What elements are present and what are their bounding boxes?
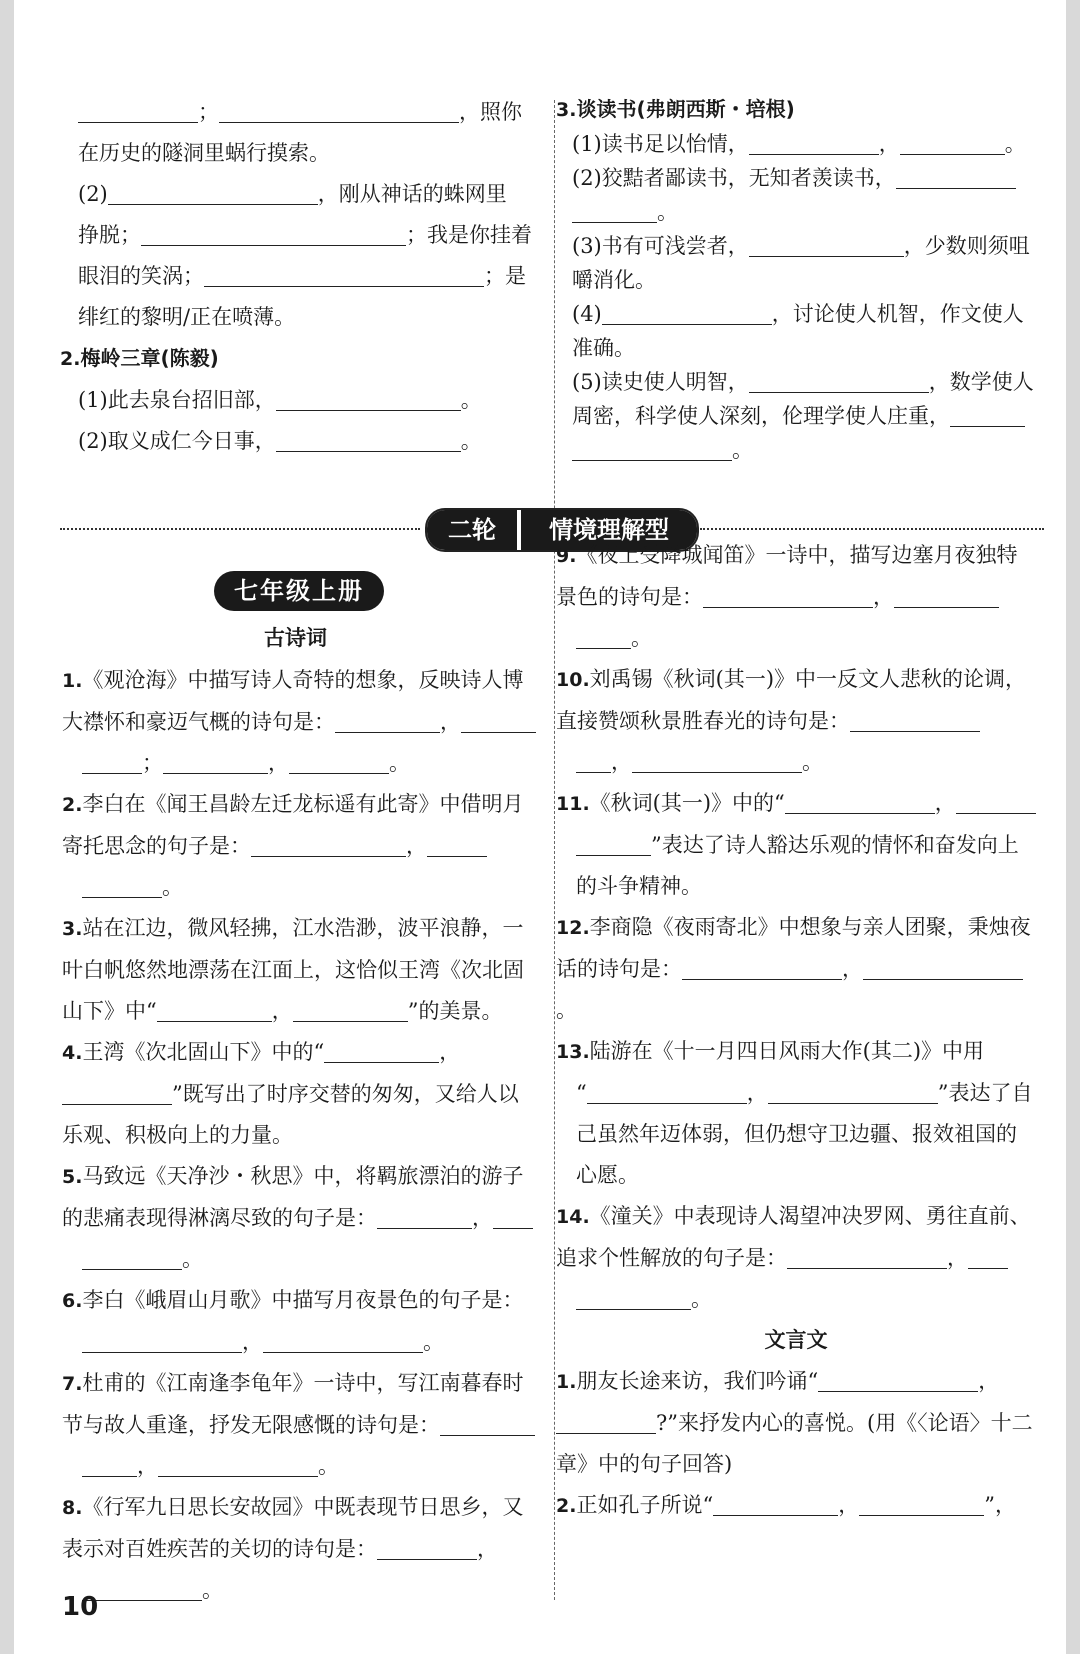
answer-blank[interactable] [749,366,929,393]
answer-blank[interactable] [276,384,461,411]
answer-blank[interactable] [956,787,1036,814]
question-number: 6. [62,1290,83,1312]
answer-blank[interactable] [335,706,440,733]
answer-blank[interactable] [576,829,651,856]
answer-blank[interactable] [572,434,732,461]
question-number: 10. [556,669,590,691]
question-text: 《秋词(其一)》中的“ [589,791,785,815]
answer-blank[interactable] [163,747,268,774]
question-text: ”既写出了时序交替的匆匆，又给人以乐观、积极向上的力量。 [62,1082,519,1147]
answer-blank[interactable] [82,1326,242,1353]
answer-blank[interactable] [82,871,162,898]
text-line: (4) [572,302,602,326]
top-right-column: 3.谈读书(弗朗西斯・培根) (1)读书足以怡情， ， 。 (2)狡黠者鄙读书，无知者羡读书， 。 (3)书有可浅尝者， ，少数则须咀 嚼消化。 (4) ，讨论使人机智，作文使人 准确。 (5)读史使人明智， ，数学使人 周密，科学使人深刻，伦理学使人庄重， 。 [572,92,1042,467]
text-line: ，少数则须咀 [903,234,1030,258]
answer-blank[interactable] [900,128,1005,155]
answer-blank[interactable] [602,298,772,325]
question-number: 1. [62,670,83,692]
question-number: 8. [62,1497,83,1519]
answer-blank[interactable] [818,1365,978,1392]
answer-blank[interactable] [251,830,406,857]
answer-blank[interactable] [427,830,487,857]
text-line: ，讨论使人机智，作文使人 [771,302,1024,326]
question-number: 5. [62,1166,83,1188]
answer-blank[interactable] [682,953,842,980]
question-text: 李白在《闻王昌龄左迁龙标遥有此寄》中借明月寄托思念的句子是： [62,792,524,858]
question-number: 2. [62,794,83,816]
question-number: 4. [62,1042,83,1064]
question-text: 李商隐《夜雨寄北》中想象与亲人团聚，秉烛夜话的诗句是： [556,915,1031,981]
question-text: 《潼关》中表现诗人渴望冲决罗网、勇往直前、追求个性解放的句子是： [556,1204,1031,1270]
answer-blank[interactable] [440,1409,535,1436]
answer-blank[interactable] [219,96,459,123]
question-text: 朋友长途来访，我们吟诵“ [576,1369,819,1393]
top-left-column: ； ，照你 在历史的隧洞里蜗行摸索。 (2) ，刚从神话的蛛网里 挣脱； ；我是你挂着 眼泪的笑涡； ；是 绯红的黎明/正在喷薄。 2.梅岭三章(陈毅) (1)此去泉台招旧部， 。 (2)取义成仁今日事， 。 [78,92,533,462]
answer-blank[interactable] [896,162,1016,189]
question-text: ”的美景。 [407,999,503,1023]
banner-round-label: 二轮 [427,510,517,550]
answer-blank[interactable] [82,1243,182,1270]
question-number: 11. [556,793,590,815]
column-divider [554,100,555,1600]
text-line: (5)读史使人明智， [572,370,749,394]
question-text: 杜甫的《江南逢李龟年》一诗中，写江南暮春时节与故人重逢，抒发无限感慨的诗句是： [62,1371,524,1437]
section-heading-classical: 文言文 [764,1328,828,1352]
answer-blank[interactable] [289,747,389,774]
answer-blank[interactable] [108,178,318,205]
answer-blank[interactable] [324,1036,439,1063]
text-line: (3)书有可浅尝者， [572,234,749,258]
question-text: 刘禹锡《秋词(其一)》中一反文人悲秋的论调，直接赞颂秋景胜春光的诗句是： [556,667,1027,733]
answer-blank[interactable] [894,581,999,608]
section-heading-poetry: 古诗词 [264,626,327,650]
text-line: 绯红的黎明/正在喷薄。 [78,305,296,329]
answer-blank[interactable] [859,1489,984,1516]
answer-blank[interactable] [158,1450,318,1477]
answer-blank[interactable] [950,400,1025,427]
question-number: 1. [556,1371,577,1393]
question-text: 《行军九日思长安故园》中既表现节日思乡，又表示对百姓疾苦的关切的诗句是： [62,1495,524,1561]
question-text: 王湾《次北固山下》中的“ [82,1040,325,1064]
answer-blank[interactable] [377,1533,477,1560]
answer-blank[interactable] [632,746,802,773]
answer-blank[interactable] [82,1574,202,1601]
grade-label: 七年级上册 [214,571,384,611]
answer-blank[interactable] [82,1450,137,1477]
text-line: (2) [78,182,108,206]
question-number: 14. [556,1206,590,1228]
question-title: 梅岭三章(陈毅) [80,346,219,370]
answer-blank[interactable] [82,747,142,774]
answer-blank[interactable] [749,128,879,155]
answer-blank[interactable] [572,196,657,223]
text-line: (2)狡黠者鄙读书，无知者羡读书， [572,166,896,190]
dotted-rule [60,528,420,530]
answer-blank[interactable] [713,1489,838,1516]
question-number: 12. [556,917,590,939]
question-text: ?”来抒发内心的喜悦。(用《〈论语〉十二章》中的句子回答) [556,1411,1033,1476]
answer-blank[interactable] [276,425,461,452]
question-number: 2. [60,348,81,370]
answer-blank[interactable] [768,1077,938,1104]
answer-blank[interactable] [968,1242,1008,1269]
question-number: 9. [556,545,577,567]
text-line: (2)取义成仁今日事， [78,429,276,453]
text-line: ，照你 [459,100,522,124]
text-line: ；我是你挂着 [406,223,532,247]
answer-blank[interactable] [377,1202,472,1229]
text-line: (1)读书足以怡情， [572,132,749,156]
left-question-column: 1.《观沧海》中描写诗人奇特的想象，反映诗人博大襟怀和豪迈气概的诗句是： ， ； ， 。 2.李白在《闻王昌龄左迁龙标遥有此寄》中借明月寄托思念的句子是： ， 。 3.站在江边，微风轻拂，江水浩渺，波平浪静，一叶白帆悠然地漂荡在江面上，这恰似王湾《次北固山下》中“ ， ”的美景。 4.王湾《次北固山下》中的“ ，”既写出了时序交替的匆匆，又给人以乐观、积极向上的力量。 5.马致远《天净沙・秋思》中，将羁旅漂泊的游子的悲痛表现得淋漓尽致的句子是： ， 。 6.李白《峨眉山月歌》中描写月夜景色的句子是： ， 。 7.杜甫的《江南逢李龟年》一诗中，写江南暮春时节与故人重逢，抒发无限感慨的诗句是： ， 。 8.《行军九日思长安故园》中既表现节日思乡，又表示对百姓疾苦的关切的诗句是： ， 。 [62,660,537,1611]
answer-blank[interactable] [78,96,198,123]
text-line: 准确。 [572,336,635,360]
answer-blank[interactable] [461,706,536,733]
answer-blank[interactable] [785,787,935,814]
answer-blank[interactable] [293,995,408,1022]
text-line: 挣脱； [78,223,141,247]
question-text: ”表达了自己虽然年迈体弱，但仍想守卫边疆、报效祖国的心愿。 [576,1081,1033,1187]
text-line: ，刚从神话的蛛网里 [317,182,507,206]
answer-blank[interactable] [787,1242,947,1269]
question-text: ”表达了诗人豁达乐观的情怀和奋发向上的斗争精神。 [576,833,1019,898]
question-number: 13. [556,1041,590,1063]
text-line: ；是 [484,264,526,288]
question-text: 正如孔子所说“ [576,1493,714,1517]
question-text: 《夜上受降城闻笛》一诗中，描写边塞月夜独特景色的诗句是： [556,543,1018,609]
page-edge-left [0,0,14,1654]
answer-blank[interactable] [703,581,873,608]
answer-blank[interactable] [576,746,611,773]
answer-blank[interactable] [749,230,904,257]
answer-blank[interactable] [157,995,272,1022]
answer-blank[interactable] [850,705,980,732]
answer-blank[interactable] [204,260,484,287]
question-number: 3. [62,918,83,940]
answer-blank[interactable] [587,1077,747,1104]
answer-blank[interactable] [493,1202,533,1229]
text-line: 在历史的隧洞里蜗行摸索。 [78,141,330,165]
question-number: 2. [556,1495,577,1517]
question-number: 3. [556,99,577,121]
question-text: 马致远《天净沙・秋思》中，将羁旅漂泊的游子的悲痛表现得淋漓尽致的句子是： [62,1164,524,1230]
question-text: 陆游在《十一月四日风雨大作(其二)》中用 [589,1039,985,1063]
question-text: 李白《峨眉山月歌》中描写月夜景色的句子是： [82,1288,524,1312]
text-line: 眼泪的笑涡； [78,264,204,288]
question-number: 7. [62,1373,83,1395]
answer-blank[interactable] [556,1407,656,1434]
page-number: 10 [62,1592,99,1622]
text-line: 周密，科学使人深刻，伦理学使人庄重， [572,404,950,428]
question-text: 站在江边，微风轻拂，江水浩渺，波平浪静，一叶白帆悠然地漂荡在江面上，这恰似王湾《次北固山下》中“ [62,916,524,1023]
question-text: 《观沧海》中描写诗人奇特的想象，反映诗人博大襟怀和豪迈气概的诗句是： [62,668,524,734]
page-edge-right [1066,0,1080,1654]
answer-blank[interactable] [141,219,406,246]
answer-blank[interactable] [863,953,1023,980]
text-line: 嚼消化。 [572,268,656,292]
text-line: ，数学使人 [928,370,1034,394]
answer-blank[interactable] [576,622,631,649]
answer-blank[interactable] [576,1283,691,1310]
dotted-rule [700,528,1044,530]
text-line: (1)此去泉台招旧部， [78,388,276,412]
question-title: 谈读书(弗朗西斯・培根) [576,97,795,121]
right-question-column: 9.《夜上受降城闻笛》一诗中，描写边塞月夜独特景色的诗句是： ， 。 10.刘禹锡《秋词(其一)》中一反文人悲秋的论调，直接赞颂秋景胜春光的诗句是： ， 。 11.《秋词(其一)》中的“ ， ”表达了诗人豁达乐观的情怀和奋发向上的斗争精神。 12.李商隐《夜雨寄北》中想象与亲人团聚，秉烛夜话的诗句是： ，。 13.陆游在《十一月四日风雨大作(其二)》中用 “ ， ”表达了自己虽然年迈体弱，但仍想守卫边疆、报效祖国的心愿。 14.《潼关》中表现诗人渴望冲决罗网、勇往直前、追求个性解放的句子是： ， 。 文言文 1.朋友长途来访，我们吟诵“ ，?”来抒发内心的喜悦。(用《〈论语〉十二章》中的句子回答) 2.正如孔子所说“ ， ”， [556,535,1036,1527]
answer-blank[interactable] [62,1078,172,1105]
answer-blank[interactable] [263,1326,423,1353]
banner-type-label: 情境理解型 [521,510,697,550]
